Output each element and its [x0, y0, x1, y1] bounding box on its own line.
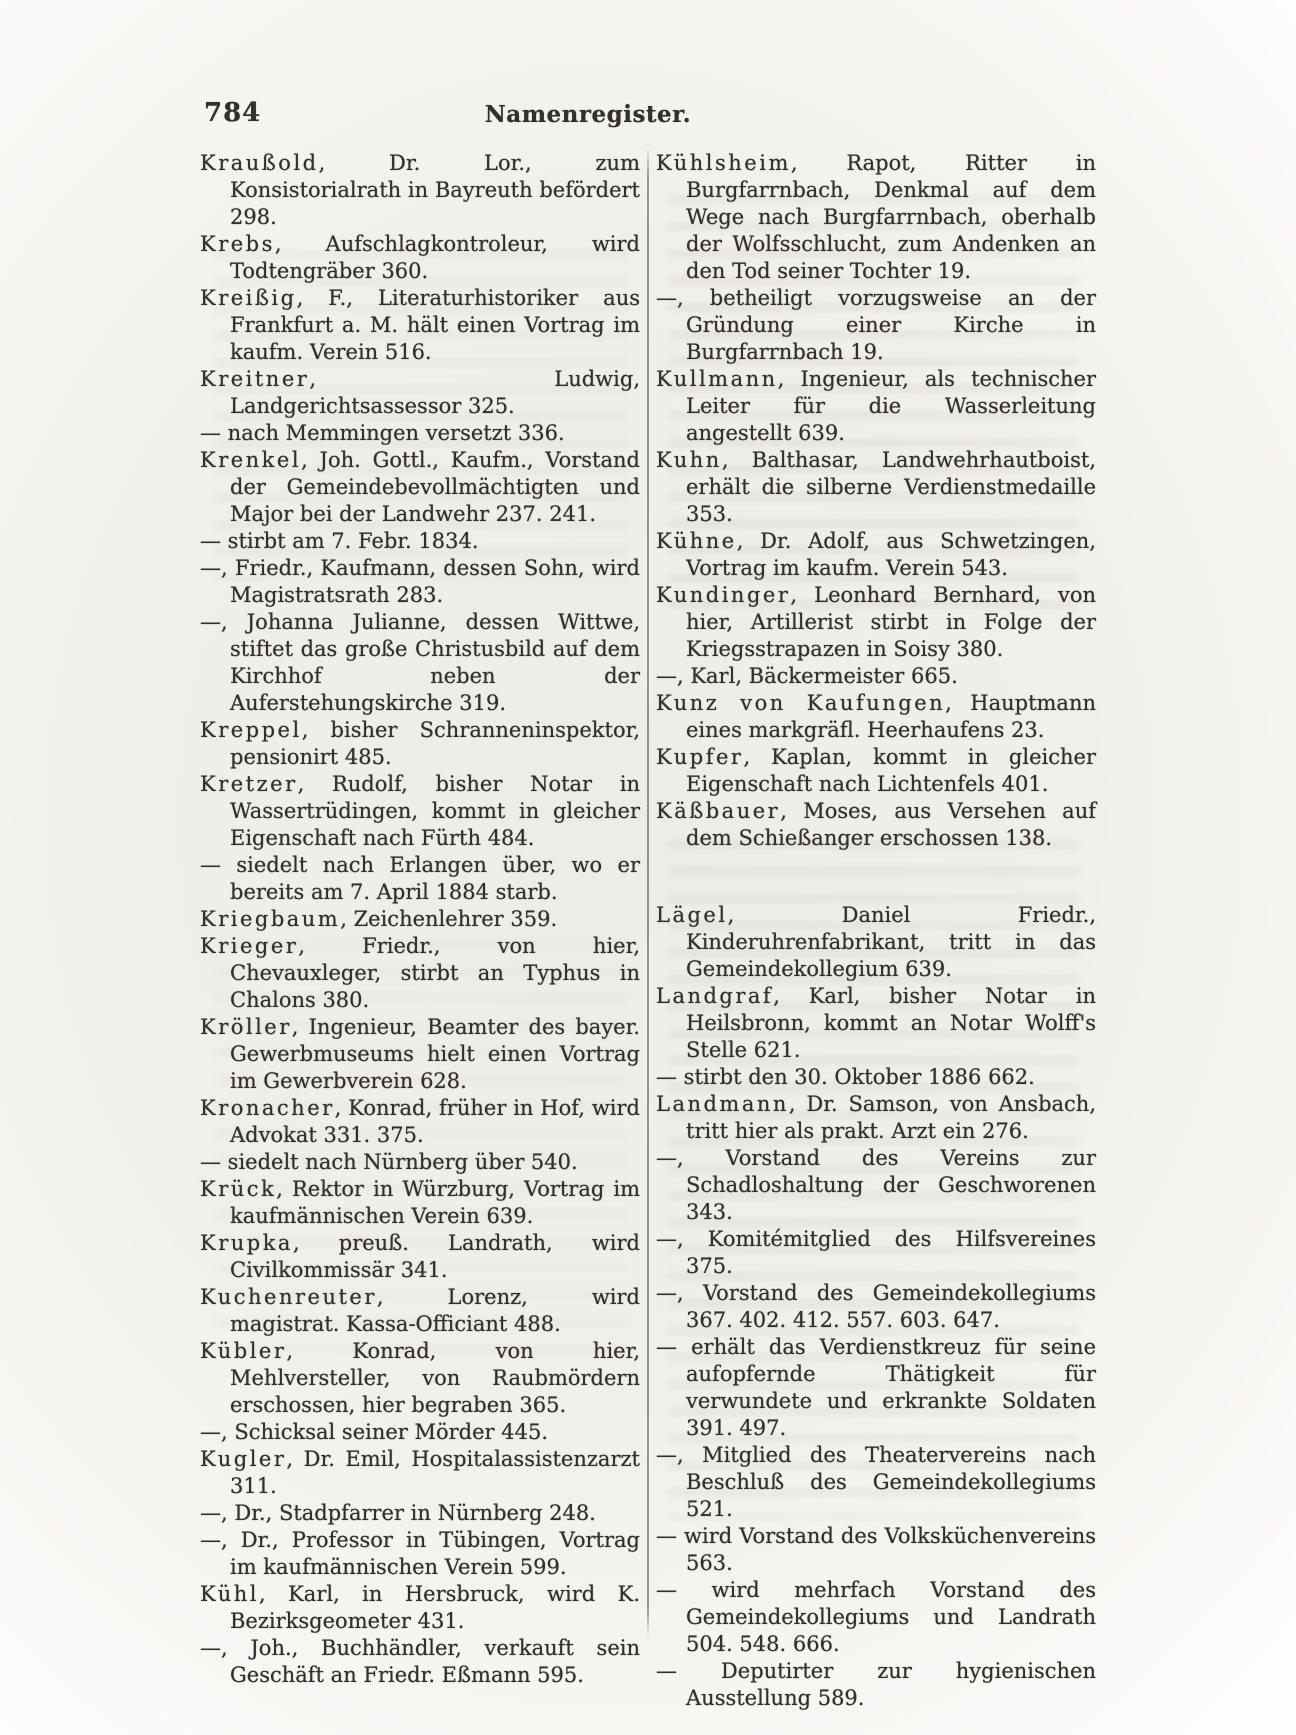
index-entry [200, 1581, 640, 1635]
index-entry [656, 582, 1096, 663]
index-entry [200, 771, 640, 852]
index-entry [200, 1095, 640, 1149]
entry-headword: Kunz von Kaufungen [656, 691, 946, 715]
entry-headword: Landmann [656, 1092, 789, 1116]
entry-text: , Ludwig, Landgerichtsassessor 325. [230, 367, 640, 418]
entry-headword: Kupfer [656, 745, 744, 769]
index-entry [200, 555, 640, 609]
index-entry [200, 1176, 640, 1230]
entry-text: —, Dr., Professor in Tübingen, Vortrag im kaufmännischen Verein 599. [200, 1528, 640, 1579]
entry-headword: Kullmann [656, 367, 778, 391]
entry-text: , Aufschlagkontroleur, wird Todtengräber 360. [230, 232, 640, 283]
entry-text: , Karl, in Hersbruck, wird K. Bezirksgeometer 431. [230, 1582, 640, 1633]
entry-text: , Rudolf, bisher Notar in Wassertrüdingen, kommt in gleicher Eigenschaft nach Fürth 484. [230, 772, 640, 850]
entry-headword: Kübler [200, 1339, 287, 1363]
entry-text: , Moses, aus Versehen auf dem Schießanger erschossen 138. [686, 799, 1096, 850]
index-entry [656, 1577, 1096, 1658]
entry-text: — wird Vorstand des Volksküchenvereins 563. [656, 1524, 1096, 1575]
index-entry [656, 1523, 1096, 1577]
entry-text: —, betheiligt vorzugsweise an der Gründung einer Kirche in Burgfarrnbach 19. [656, 286, 1096, 364]
entry-text: —, Johanna Julianne, dessen Wittwe, stiftet das große Christusbild auf dem Kirchhof neben der Auferstehungskirche 319. [200, 610, 640, 715]
index-entry [200, 1014, 640, 1095]
index-entry [656, 744, 1096, 798]
entry-text: , Dr. Adolf, aus Schwetzingen, Vortrag im kaufm. Verein 543. [686, 529, 1096, 580]
entry-text: — Deputirter zur hygienischen Ausstellung 589. [656, 1659, 1096, 1710]
entry-text: , bisher Schranneninspektor, pensionirt 485. [230, 718, 640, 769]
entry-headword: Kundinger [656, 583, 791, 607]
entry-headword: Kraußold [200, 151, 319, 175]
entry-headword: Kröller [200, 1015, 292, 1039]
index-entry [656, 1442, 1096, 1523]
entry-text: , Joh. Gottl., Kaufm., Vorstand der Gemeindebevollmächtigten und Major bei der Landwehr 237. 241. [230, 448, 640, 526]
entry-text: —, Vorstand des Vereins zur Schadloshaltung der Geschworenen 343. [656, 1146, 1096, 1224]
entry-text: —, Komitémitglied des Hilfsvereines 375. [656, 1227, 1096, 1278]
index-entry [200, 231, 640, 285]
entry-text: , Dr. Samson, von Ansbach, tritt hier als prakt. Arzt ein 276. [686, 1092, 1096, 1143]
index-entry [200, 1500, 640, 1527]
index-entry [656, 1334, 1096, 1442]
entry-headword: Kühl [200, 1582, 259, 1606]
index-entry [200, 609, 640, 717]
entry-text: , Konrad, von hier, Mehlversteller, von Raubmördern erschossen, hier begraben 365. [230, 1339, 640, 1417]
entry-headword: Kretzer [200, 772, 298, 796]
index-entry [656, 690, 1096, 744]
index-entry [656, 447, 1096, 528]
index-entry [200, 852, 640, 906]
index-entry [656, 902, 1096, 983]
index-entry [656, 366, 1096, 447]
entry-headword: Krebs [200, 232, 275, 256]
index-entry [656, 663, 1096, 690]
index-entry [200, 1635, 640, 1689]
index-entry [656, 1280, 1096, 1334]
index-entry [656, 983, 1096, 1064]
index-entry [656, 1658, 1096, 1712]
entry-text: —, Friedr., Kaufmann, dessen Sohn, wird Magistratsrath 283. [200, 556, 640, 607]
entry-headword: Krenkel [200, 448, 302, 472]
entry-text: , Friedr., von hier, Chevauxleger, stirbt an Typhus in Chalons 380. [230, 934, 640, 1012]
index-entry [656, 1064, 1096, 1091]
entry-text: , Dr. Lor., zum Konsistorialrath in Bayreuth befördert 298. [230, 151, 640, 229]
entry-text: —, Dr., Stadpfarrer in Nürnberg 248. [200, 1501, 596, 1525]
entry-text: , Ingenieur, Beamter des bayer. Gewerbmuseums hielt einen Vortrag im Gewerbverein 628. [230, 1015, 640, 1093]
index-entry [656, 285, 1096, 366]
entry-text: — wird mehrfach Vorstand des Gemeindekollegiums und Landrath 504. 548. 666. [656, 1578, 1096, 1656]
entry-text: — siedelt nach Nürnberg über 540. [200, 1150, 578, 1174]
entry-headword: Kuhn [656, 448, 722, 472]
entry-headword: Kreppel [200, 718, 302, 742]
index-entry [200, 1419, 640, 1446]
entry-headword: Krupka [200, 1231, 293, 1255]
entry-text: , Lorenz, wird magistrat. Kassa-Officiant 488. [230, 1285, 640, 1336]
entry-headword: Kronacher [200, 1096, 335, 1120]
page-title: Namenregister. [484, 101, 692, 128]
entry-text: —, Schicksal seiner Mörder 445. [200, 1420, 549, 1444]
index-entry [656, 798, 1096, 852]
entry-text: , Karl, bisher Notar in Heilsbronn, kommt an Notar Wolff's Stelle 621. [686, 984, 1096, 1062]
entry-text: —, Vorstand des Gemeindekollegiums 367. 402. 412. 557. 603. 647. [656, 1281, 1096, 1332]
index-entry [200, 717, 640, 771]
entry-text: , Rapot, Ritter in Burgfarrnbach, Denkmal auf dem Wege nach Burgfarrnbach, oberhalb der Wolfsschlucht, zum Andenken an den Tod seiner Tochter 19. [686, 151, 1096, 283]
entry-headword: Kugler [200, 1447, 287, 1471]
entry-text: , Balthasar, Landwehrhautboist, erhält die silberne Verdienstmedaille 353. [686, 448, 1096, 526]
index-entry [200, 906, 640, 933]
index-entry [200, 933, 640, 1014]
entry-text: , Zeichenlehrer 359. [340, 907, 558, 931]
index-entry [656, 1226, 1096, 1280]
index-entry [656, 1091, 1096, 1145]
entry-text: , Konrad, früher in Hof, wird Advokat 331. 375. [230, 1096, 640, 1147]
index-entry [200, 528, 640, 555]
entry-headword: Kuchenreuter [200, 1285, 377, 1309]
entry-headword: Krück [200, 1177, 277, 1201]
entry-headword: Kreißig [200, 286, 297, 310]
entry-text: , F., Literaturhistoriker aus Frankfurt a. M. hält einen Vortrag im kaufm. Verein 516. [230, 286, 640, 364]
entry-headword: Kühne [656, 529, 737, 553]
entry-headword: Krieger [200, 934, 299, 958]
entry-text: — erhält das Verdienstkreuz für seine aufopfernde Thätigkeit für verwundete und erkrankte Soldaten 391. 497. [656, 1335, 1096, 1440]
entry-headword: Kreitner [200, 367, 310, 391]
entry-text: , Rektor in Würzburg, Vortrag im kaufmännischen Verein 639. [230, 1177, 640, 1228]
index-entry [200, 420, 640, 447]
entry-text: — nach Memmingen versetzt 336. [200, 421, 565, 445]
entry-headword: Landgraf [656, 984, 774, 1008]
entry-text: —, Karl, Bäckermeister 665. [656, 664, 958, 688]
index-entry [200, 285, 640, 366]
index-entry [656, 1145, 1096, 1226]
entry-text: , Ingenieur, als technischer Leiter für die Wasserleitung angestellt 639. [686, 367, 1096, 445]
index-entry [656, 528, 1096, 582]
entry-headword: Kühlsheim [656, 151, 791, 175]
index-column-right [656, 150, 1096, 1712]
entry-headword: Lägel [656, 903, 728, 927]
index-entry [200, 447, 640, 528]
column-divider-rule [647, 148, 649, 1638]
entry-text: , Kaplan, kommt in gleicher Eigenschaft nach Lichtenfels 401. [686, 745, 1096, 796]
entry-text: , preuß. Landrath, wird Civilkommissär 341. [230, 1231, 640, 1282]
page-number: 784 [204, 98, 262, 128]
index-entry [200, 1284, 640, 1338]
entry-text: — siedelt nach Erlangen über, wo er bereits am 7. April 1884 starb. [200, 853, 640, 904]
index-entry [200, 1527, 640, 1581]
index-entry [200, 1446, 640, 1500]
index-entry [200, 366, 640, 420]
entry-text: — stirbt am 7. Febr. 1834. [200, 529, 479, 553]
entry-text: — stirbt den 30. Oktober 1886 662. [656, 1065, 1035, 1089]
entry-headword: Käßbauer [656, 799, 781, 823]
entry-text: , Daniel Friedr., Kinderuhrenfabrikant, tritt in das Gemeindekollegium 639. [686, 903, 1096, 981]
index-entry [200, 1149, 640, 1176]
index-entry [200, 150, 640, 231]
entry-text: , Dr. Emil, Hospitalassistenzarzt 311. [230, 1447, 640, 1498]
entry-headword: Kriegbaum [200, 907, 341, 931]
entry-text: , Hauptmann eines markgräfl. Heerhaufens 23. [686, 691, 1096, 742]
index-entry [200, 1230, 640, 1284]
entry-text: —, Mitglied des Theatervereins nach Beschluß des Gemeindekollegiums 521. [656, 1443, 1096, 1521]
index-entry [656, 150, 1096, 285]
index-entry [200, 1338, 640, 1419]
index-column-left [200, 150, 640, 1689]
entry-text: —, Joh., Buchhändler, verkauft sein Geschäft an Friedr. Eßmann 595. [200, 1636, 640, 1687]
entry-text: , Leonhard Bernhard, von hier, Artillerist stirbt in Folge der Kriegsstrapazen in Soisy 380. [686, 583, 1096, 661]
